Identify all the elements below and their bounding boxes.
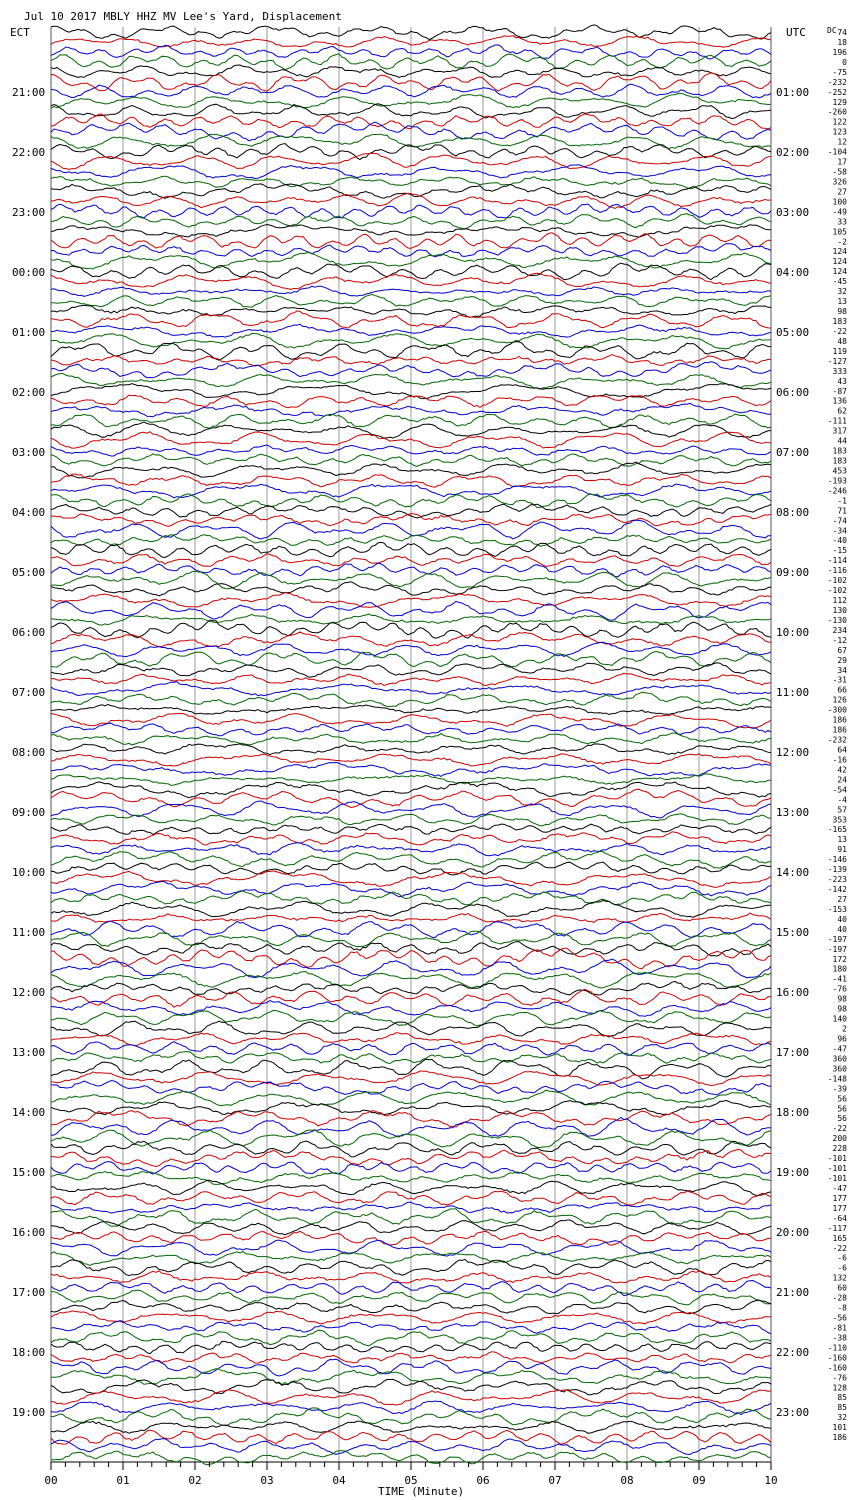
dc-offset-label: 353 bbox=[832, 815, 847, 825]
ect-hour-label: 12:00 bbox=[12, 986, 46, 999]
x-tick-label: 01 bbox=[116, 1474, 130, 1487]
dc-offset-label: 71 bbox=[837, 506, 847, 516]
dc-offset-label: 29 bbox=[837, 655, 847, 665]
ect-hour-label: 14:00 bbox=[12, 1106, 46, 1119]
dc-offset-label: -193 bbox=[827, 476, 847, 486]
dc-offset-label: 165 bbox=[832, 1233, 847, 1243]
dc-offset-label: 13 bbox=[837, 835, 847, 845]
dc-offset-label: -22 bbox=[832, 327, 847, 336]
dc-offset-label: -1 bbox=[837, 496, 847, 506]
dc-offset-label: 183 bbox=[832, 317, 847, 326]
dc-offset-label: 326 bbox=[832, 177, 847, 187]
dc-offset-label: 317 bbox=[832, 426, 847, 436]
utc-hour-label: 18:00 bbox=[776, 1106, 810, 1119]
dc-offset-label: 124 bbox=[832, 257, 847, 267]
dc-offset-label: -165 bbox=[827, 825, 847, 835]
chart-title: Jul 10 2017 MBLY HHZ MV Lee's Yard, Displacement bbox=[24, 10, 342, 23]
dc-offset-label: -16 bbox=[832, 755, 847, 765]
dc-offset-label: -28 bbox=[832, 1293, 847, 1303]
dc-offset-label: -300 bbox=[827, 705, 847, 715]
dc-offset-label: 56 bbox=[837, 1114, 847, 1124]
dc-offset-label: -223 bbox=[827, 875, 847, 884]
x-tick-label: 06 bbox=[476, 1474, 490, 1487]
dc-header: DC bbox=[827, 26, 837, 35]
utc-hour-label: 15:00 bbox=[776, 926, 810, 939]
dc-offset-label: -252 bbox=[827, 87, 847, 97]
dc-offset-label: 44 bbox=[837, 436, 847, 446]
dc-offset-label: 124 bbox=[832, 247, 847, 257]
dc-offset-label: 196 bbox=[832, 47, 847, 57]
dc-offset-label: -104 bbox=[827, 147, 847, 157]
dc-offset-label: -22 bbox=[832, 1124, 847, 1134]
dc-offset-label: -139 bbox=[827, 865, 847, 875]
dc-offset-label: -8 bbox=[837, 1303, 847, 1313]
ect-hour-label: 22:00 bbox=[12, 146, 46, 159]
dc-offset-label: 34 bbox=[837, 665, 847, 675]
dc-offset-label: -146 bbox=[827, 855, 847, 865]
x-axis-label: TIME (Minute) bbox=[378, 1485, 465, 1498]
dc-offset-label: -76 bbox=[832, 1373, 847, 1383]
dc-offset-label: -232 bbox=[827, 735, 847, 745]
dc-offset-label: -148 bbox=[827, 1074, 847, 1084]
dc-offset-label: 0 bbox=[842, 57, 847, 67]
utc-hour-label: 06:00 bbox=[776, 386, 810, 399]
dc-offset-label: 122 bbox=[832, 117, 847, 127]
dc-offset-label: 101 bbox=[832, 1423, 847, 1433]
dc-offset-label: 33 bbox=[837, 217, 847, 227]
dc-offset-label: 40 bbox=[837, 914, 847, 924]
dc-offset-label: 56 bbox=[837, 1104, 847, 1114]
dc-offset-label: 124 bbox=[832, 267, 847, 277]
dc-offset-label: -142 bbox=[827, 885, 847, 894]
dc-offset-label: -49 bbox=[832, 207, 847, 217]
utc-hour-label: 12:00 bbox=[776, 746, 810, 759]
ect-hour-label: 11:00 bbox=[12, 926, 46, 939]
dc-offset-label: -102 bbox=[827, 586, 847, 596]
ect-hour-label: 13:00 bbox=[12, 1046, 46, 1059]
dc-offset-label: 126 bbox=[832, 695, 847, 705]
dc-offset-label: -56 bbox=[832, 1313, 847, 1323]
dc-offset-label: -41 bbox=[832, 974, 847, 984]
dc-offset-label: -160 bbox=[827, 1353, 847, 1363]
dc-offset-label: 186 bbox=[832, 725, 847, 735]
dc-offset-label: 105 bbox=[832, 227, 847, 237]
dc-offset-label: -54 bbox=[832, 785, 847, 795]
x-tick-label: 03 bbox=[260, 1474, 274, 1487]
dc-offset-label: -232 bbox=[827, 77, 847, 87]
dc-offset-label: -101 bbox=[827, 1174, 847, 1183]
utc-hour-label: 20:00 bbox=[776, 1226, 810, 1239]
dc-offset-label: 18 bbox=[837, 38, 847, 47]
utc-hour-label: 23:00 bbox=[776, 1406, 810, 1419]
dc-offset-label: 17 bbox=[837, 157, 847, 167]
dc-offset-label: 40 bbox=[837, 924, 847, 934]
dc-offset-label: 32 bbox=[837, 1413, 847, 1423]
dc-offset-label: -47 bbox=[832, 1044, 847, 1054]
dc-offset-label: -160 bbox=[827, 1363, 847, 1373]
dc-offset-label: 13 bbox=[837, 297, 847, 307]
utc-hour-label: 14:00 bbox=[776, 866, 810, 879]
dc-offset-label: -153 bbox=[827, 904, 847, 914]
dc-offset-label: -110 bbox=[827, 1343, 847, 1353]
utc-hour-label: 11:00 bbox=[776, 686, 810, 699]
dc-offset-label: 132 bbox=[832, 1273, 847, 1283]
dc-offset-label: 48 bbox=[837, 336, 847, 346]
dc-offset-label: 62 bbox=[837, 406, 847, 416]
utc-hour-label: 10:00 bbox=[776, 626, 810, 639]
dc-offset-label: -260 bbox=[827, 107, 847, 117]
ect-hour-label: 10:00 bbox=[12, 866, 46, 879]
dc-offset-label: -64 bbox=[832, 1213, 847, 1223]
dc-offset-label: 128 bbox=[832, 1383, 847, 1393]
dc-offset-label: -87 bbox=[832, 386, 847, 396]
dc-offset-label: -111 bbox=[827, 416, 847, 426]
dc-offset-label: -197 bbox=[827, 934, 847, 944]
dc-offset-label: -6 bbox=[837, 1253, 847, 1263]
dc-offset-label: 129 bbox=[832, 97, 847, 107]
ect-hour-label: 15:00 bbox=[12, 1166, 46, 1179]
dc-offset-label: 64 bbox=[837, 745, 847, 755]
utc-hour-label: 21:00 bbox=[776, 1286, 810, 1299]
dc-offset-label: -15 bbox=[832, 546, 847, 556]
x-tick-label: 02 bbox=[188, 1474, 202, 1487]
dc-offset-label: -114 bbox=[827, 556, 847, 566]
dc-offset-label: 43 bbox=[837, 376, 847, 386]
dc-offset-label: -74 bbox=[832, 516, 847, 526]
ect-hour-label: 01:00 bbox=[12, 326, 46, 339]
dc-offset-label: 98 bbox=[837, 307, 847, 316]
ect-hour-label: 04:00 bbox=[12, 506, 46, 519]
dc-offset-label: 32 bbox=[837, 287, 847, 297]
utc-hour-label: 16:00 bbox=[776, 986, 810, 999]
dc-offset-label: -101 bbox=[827, 1154, 847, 1164]
x-tick-label: 07 bbox=[548, 1474, 562, 1487]
x-tick-label: 00 bbox=[44, 1474, 58, 1487]
utc-hour-label: 04:00 bbox=[776, 266, 810, 279]
x-tick-label: 10 bbox=[764, 1474, 778, 1487]
dc-offset-label: 24 bbox=[837, 775, 847, 785]
dc-offset-label: -75 bbox=[832, 67, 847, 77]
utc-hour-label: 07:00 bbox=[776, 446, 810, 459]
dc-offset-label: 60 bbox=[837, 1283, 847, 1293]
dc-offset-label: 100 bbox=[832, 197, 847, 207]
dc-offset-label: 228 bbox=[832, 1144, 847, 1154]
ect-hour-label: 19:00 bbox=[12, 1406, 46, 1419]
dc-offset-label: 27 bbox=[837, 895, 847, 904]
dc-offset-label: 172 bbox=[832, 954, 847, 964]
dc-offset-label: -4 bbox=[837, 795, 847, 805]
dc-offset-label: 177 bbox=[832, 1203, 847, 1213]
dc-offset-label: -40 bbox=[832, 536, 847, 546]
utc-hour-label: 19:00 bbox=[776, 1166, 810, 1179]
dc-offset-label: 234 bbox=[832, 625, 847, 635]
ect-hour-label: 08:00 bbox=[12, 746, 46, 759]
utc-hour-label: 05:00 bbox=[776, 326, 810, 339]
dc-offset-label: -34 bbox=[832, 526, 847, 536]
dc-offset-label: 112 bbox=[832, 596, 847, 605]
dc-offset-label: -39 bbox=[832, 1084, 847, 1094]
dc-offset-label: -130 bbox=[827, 616, 847, 625]
ect-hour-label: 03:00 bbox=[12, 446, 46, 459]
ect-hour-label: 17:00 bbox=[12, 1286, 46, 1299]
dc-offset-label: 91 bbox=[837, 845, 847, 855]
dc-offset-label: 57 bbox=[837, 805, 847, 815]
dc-offset-label: -2 bbox=[837, 237, 847, 247]
dc-offset-label: -31 bbox=[832, 675, 847, 685]
dc-offset-label: 186 bbox=[832, 1433, 847, 1443]
dc-offset-label: -117 bbox=[827, 1223, 847, 1233]
right-axis-title: UTC bbox=[786, 26, 806, 39]
dc-offset-label: 27 bbox=[837, 187, 847, 197]
dc-offset-label: 360 bbox=[832, 1064, 847, 1074]
dc-offset-label: -76 bbox=[832, 984, 847, 994]
dc-offset-label: 119 bbox=[832, 346, 847, 356]
ect-hour-label: 05:00 bbox=[12, 566, 46, 579]
utc-hour-label: 02:00 bbox=[776, 146, 810, 159]
utc-hour-label: 09:00 bbox=[776, 566, 810, 579]
dc-offset-label: 67 bbox=[837, 645, 847, 655]
dc-offset-label: -45 bbox=[832, 277, 847, 287]
dc-offset-label: -6 bbox=[837, 1263, 847, 1273]
dc-offset-label: 85 bbox=[837, 1393, 847, 1403]
utc-hour-label: 17:00 bbox=[776, 1046, 810, 1059]
dc-offset-label: -116 bbox=[827, 566, 847, 576]
x-tick-label: 04 bbox=[332, 1474, 346, 1487]
dc-offset-label: -22 bbox=[832, 1243, 847, 1253]
dc-offset-label: 2 bbox=[842, 1024, 847, 1034]
dc-offset-label: -12 bbox=[832, 635, 847, 645]
dc-offset-label: -102 bbox=[827, 576, 847, 586]
left-axis-title: ECT bbox=[10, 26, 30, 39]
x-tick-label: 05 bbox=[404, 1474, 418, 1487]
dc-offset-label: 180 bbox=[832, 964, 847, 974]
dc-offset-label: -246 bbox=[827, 486, 847, 496]
dc-offset-label: 74 bbox=[837, 28, 847, 37]
dc-offset-label: 453 bbox=[832, 466, 847, 476]
dc-offset-label: 186 bbox=[832, 715, 847, 725]
dc-offset-label: 183 bbox=[832, 456, 847, 466]
dc-offset-label: 123 bbox=[832, 127, 847, 137]
ect-hour-label: 21:00 bbox=[12, 86, 46, 99]
dc-offset-label: 333 bbox=[832, 366, 847, 376]
dc-offset-label: 183 bbox=[832, 446, 847, 456]
utc-hour-label: 03:00 bbox=[776, 206, 810, 219]
utc-hour-label: 22:00 bbox=[776, 1346, 810, 1359]
utc-hour-label: 13:00 bbox=[776, 806, 810, 819]
ect-hour-label: 00:00 bbox=[12, 266, 46, 279]
dc-offset-label: -101 bbox=[827, 1164, 847, 1173]
dc-offset-label: 136 bbox=[832, 396, 847, 406]
ect-hour-label: 16:00 bbox=[12, 1226, 46, 1239]
dc-offset-label: 85 bbox=[837, 1403, 847, 1413]
dc-offset-label: -81 bbox=[832, 1323, 847, 1333]
x-tick-label: 08 bbox=[620, 1474, 634, 1487]
dc-offset-label: 66 bbox=[837, 685, 847, 695]
dc-offset-label: -197 bbox=[827, 944, 847, 954]
dc-offset-label: -47 bbox=[832, 1184, 847, 1193]
ect-hour-label: 09:00 bbox=[12, 806, 46, 819]
dc-offset-label: 360 bbox=[832, 1054, 847, 1064]
dc-offset-label: 177 bbox=[832, 1193, 847, 1203]
dc-offset-label: -38 bbox=[832, 1333, 847, 1343]
dc-offset-label: 96 bbox=[837, 1034, 847, 1044]
dc-offset-label: 56 bbox=[837, 1094, 847, 1104]
dc-offset-label: 140 bbox=[832, 1014, 847, 1024]
x-tick-label: 09 bbox=[692, 1474, 706, 1487]
dc-offset-label: -127 bbox=[827, 356, 847, 366]
ect-hour-label: 02:00 bbox=[12, 386, 46, 399]
utc-hour-label: 01:00 bbox=[776, 86, 810, 99]
dc-offset-label: 130 bbox=[832, 606, 847, 615]
dc-offset-label: 42 bbox=[837, 765, 847, 775]
dc-offset-label: -58 bbox=[832, 167, 847, 177]
ect-hour-label: 06:00 bbox=[12, 626, 46, 639]
dc-offset-label: 200 bbox=[832, 1134, 847, 1144]
dc-offset-label: 98 bbox=[837, 1004, 847, 1014]
dc-offset-label: 98 bbox=[837, 994, 847, 1004]
ect-hour-label: 23:00 bbox=[12, 206, 46, 219]
utc-hour-label: 08:00 bbox=[776, 506, 810, 519]
dc-offset-label: 12 bbox=[837, 137, 847, 147]
ect-hour-label: 07:00 bbox=[12, 686, 46, 699]
ect-hour-label: 18:00 bbox=[12, 1346, 46, 1359]
